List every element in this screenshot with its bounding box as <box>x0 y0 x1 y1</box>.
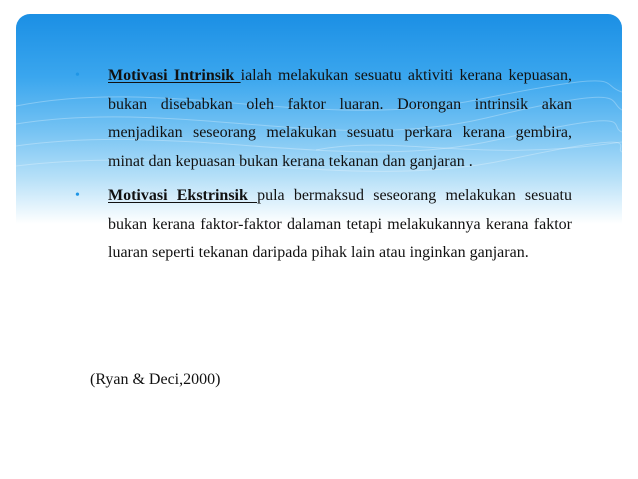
definition-extrinsic: pula bermaksud seseorang melakukan sesuatu bukan kerana faktor-faktor dalaman tetapi melakukannya kerana faktor luaran seperti tekanan daripada pihak lain atau inginkan ganjaran. <box>108 187 572 261</box>
definition-intrinsic: ialah melakukan sesuatu aktiviti kerana kepuasan, bukan disebabkan oleh faktor luaran. Dorongan intrinsik akan menjadikan seseorang melakukan sesuatu perkara kerana gembira, minat dan kepuasan bukan kerana tekanan dan ganjaran . <box>108 67 573 170</box>
bullet-paragraph <box>108 182 572 268</box>
bullet-list <box>76 62 572 268</box>
bullet-dot-icon: • <box>75 188 80 203</box>
term-extrinsic: Motivasi Ekstrinsik <box>108 187 258 204</box>
list-item <box>76 182 572 268</box>
bullet-dot-icon: • <box>75 68 80 83</box>
term-intrinsic: Motivasi Intrinsik <box>108 67 241 84</box>
citation: (Ryan & Deci,2000) <box>90 371 221 388</box>
bullet-paragraph <box>108 62 572 176</box>
list-item <box>76 62 572 176</box>
